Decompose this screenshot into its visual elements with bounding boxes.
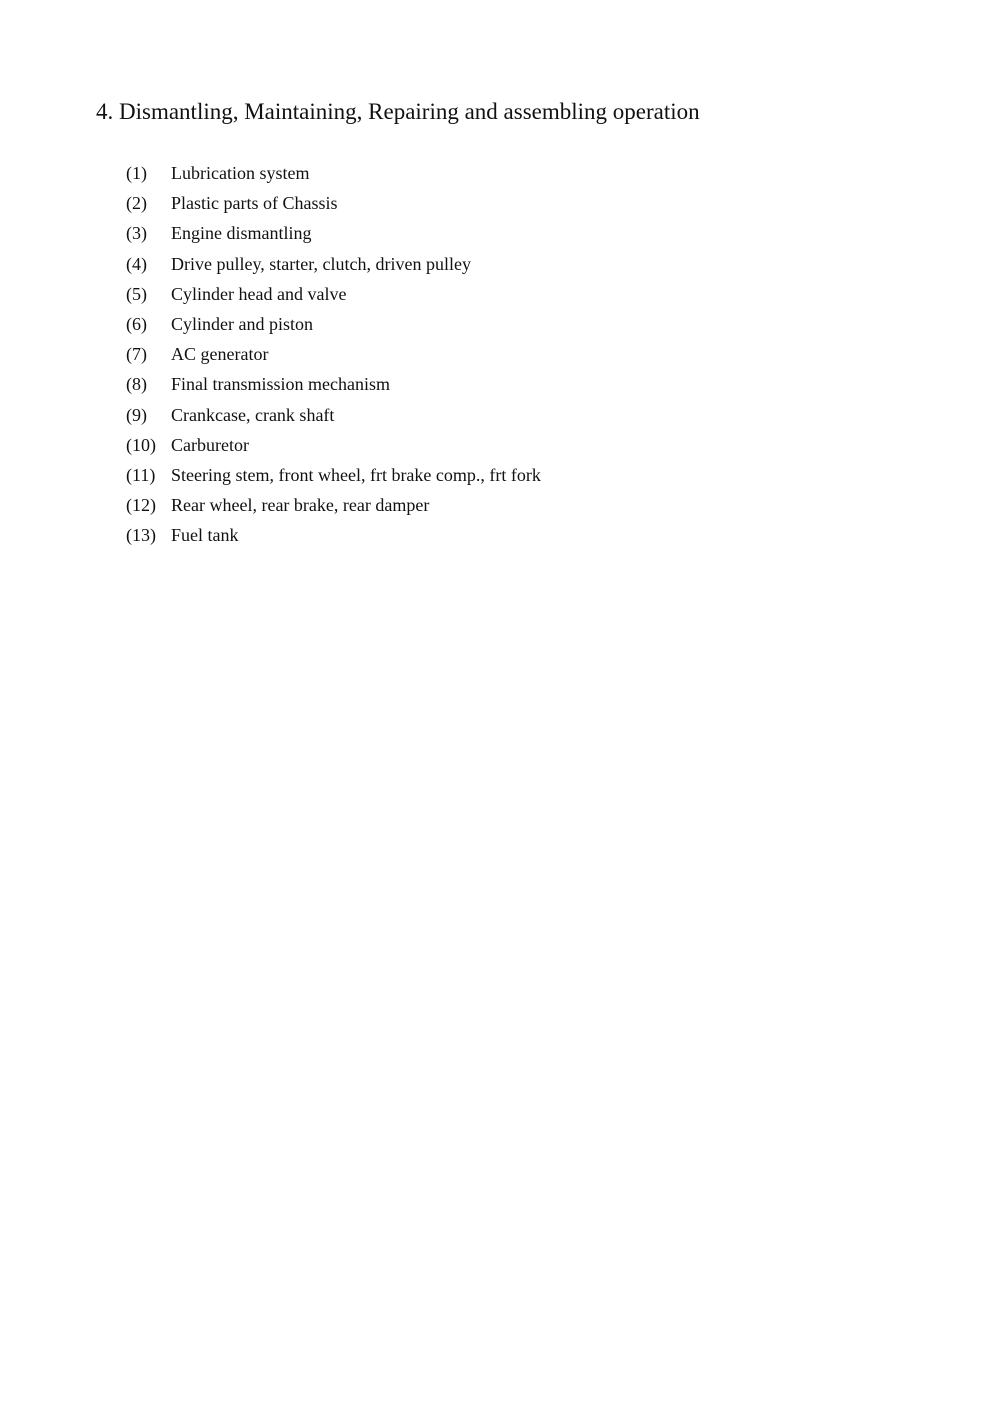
item-number: (10): [126, 434, 156, 455]
item-label: Crankcase, crank shaft: [171, 404, 335, 425]
list-item: [126, 522, 541, 552]
item-number: (2): [126, 193, 147, 214]
item-number: (8): [126, 374, 147, 395]
list-item: [126, 371, 541, 401]
list-item: [126, 311, 541, 341]
list-item: [126, 281, 541, 311]
item-label: Final transmission mechanism: [171, 374, 390, 395]
list-item: [126, 462, 541, 492]
item-label: Steering stem, front wheel, frt brake comp., frt fork: [171, 464, 541, 485]
item-number: (1): [126, 163, 147, 183]
list-item: [126, 160, 541, 190]
list-item: [126, 402, 541, 432]
item-label: Fuel tank: [171, 525, 239, 546]
list-item: [126, 220, 541, 250]
item-number: (6): [126, 313, 147, 334]
item-number: (9): [126, 404, 147, 425]
list-item: [126, 492, 541, 522]
item-number: (12): [126, 495, 156, 516]
section-title: 4. Dismantling, Maintaining, Repairing and assembling operation: [96, 99, 700, 124]
item-label: Drive pulley, starter, clutch, driven pulley: [171, 253, 472, 274]
item-label: Rear wheel, rear brake, rear damper: [171, 495, 430, 516]
item-number: (3): [126, 223, 147, 244]
item-label: Carburetor: [171, 434, 249, 455]
item-label: AC generator: [171, 344, 269, 365]
item-number: (11): [126, 464, 156, 485]
list-item: [126, 190, 541, 220]
list-item: [126, 251, 541, 281]
item-label: Lubrication system: [171, 163, 310, 183]
item-label: Engine dismantling: [171, 223, 312, 244]
item-label: Cylinder and piston: [171, 313, 313, 334]
operation-list: [126, 160, 541, 552]
item-label: Cylinder head and valve: [171, 283, 347, 304]
item-label: Plastic parts of Chassis: [171, 193, 338, 214]
list-item: [126, 432, 541, 462]
item-number: (7): [126, 344, 147, 365]
item-number: (13): [126, 525, 156, 546]
list-item: [126, 341, 541, 371]
item-number: (5): [126, 283, 147, 304]
item-number: (4): [126, 253, 147, 274]
